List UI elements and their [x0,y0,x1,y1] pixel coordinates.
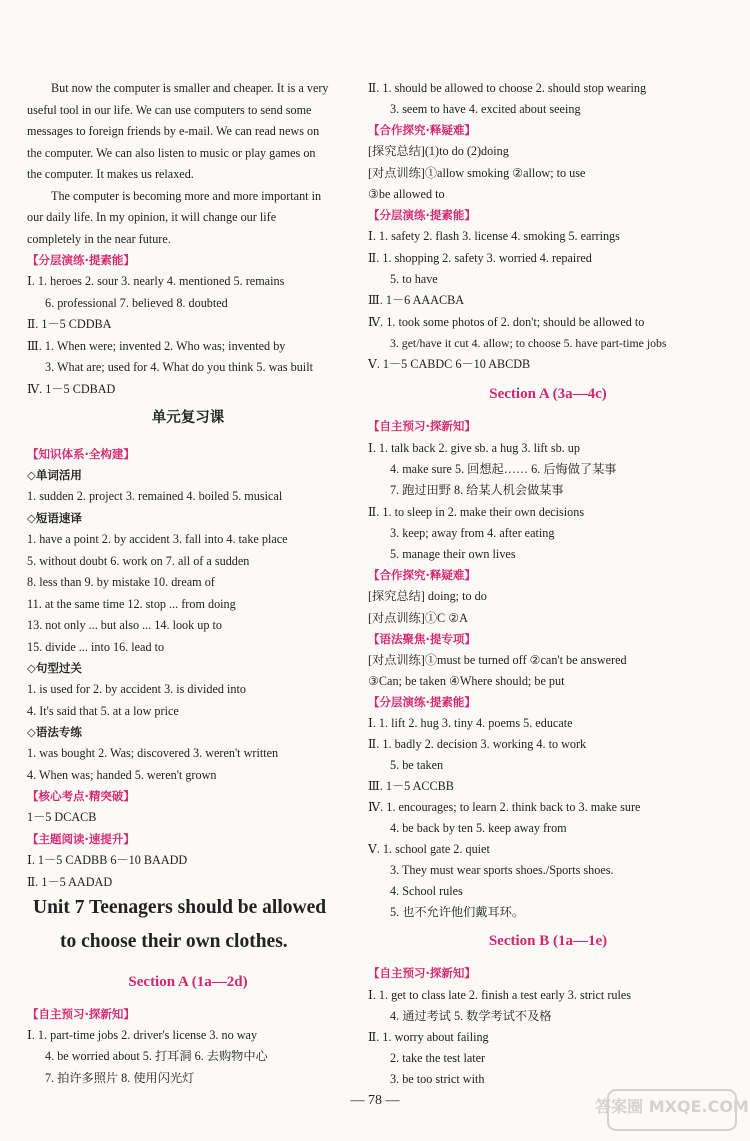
answer-line: [探究总结](1)to do (2)doing [368,144,509,158]
answer-line: 3. What are; used for 4. What do you think 5. was built [45,360,313,374]
answer-line: 5. manage their own lives [390,547,516,561]
answer-line: 1. is used for 2. by accident 3. is divided into [27,682,247,696]
answer-line: 6. professional 7. believed 8. doubted [45,296,228,310]
answer-line: Ⅴ. 1－5 CABDC 6－10 ABCDB [368,357,531,371]
sub-heading: ◇单词活用 [27,468,82,482]
answer-line: Ⅰ. 1. talk back 2. give sb. a hug 3. lift sb. up [368,441,580,455]
answer-line: Ⅱ. 1. to sleep in 2. make their own decisions [368,505,585,519]
section-tag: 【自主预习·探新知】 [368,966,476,980]
answer-line: 4. make sure 5. 回想起…… 6. 后悔做了某事 [390,462,617,476]
answer-line: 4. 通过考试 5. 数学考试不及格 [390,1009,552,1023]
answer-line: 15. divide ... into 16. lead to [27,640,165,654]
watermark-text: 答案圈 MXQE.COM [595,1097,749,1116]
answer-line: 5. without doubt 6. work on 7. all of a sudden [27,554,250,568]
answer-line: 8. less than 9. by mistake 10. dream of [27,575,215,589]
passage-line: The computer is becoming more and more important in [51,189,322,203]
answer-line: Ⅲ. 1－5 ACCBB [368,779,454,793]
section-tag: 【分层演练·提素能】 [27,253,135,267]
answer-line: Ⅰ. 1. get to class late 2. finish a test early 3. strict rules [368,988,632,1002]
section-title: Section A (3a—4c) [489,386,607,402]
answer-line: Ⅰ. 1. part-time jobs 2. driver's license 3. no way [27,1028,258,1042]
passage-line: our daily life. In my opinion, it will change our life [27,210,277,224]
passage-line: completely in the near future. [27,232,171,246]
answer-line: 3. get/have it cut 4. allow; to choose 5. have part-time jobs [390,336,667,350]
answer-line: [对点训练]①allow smoking ②allow; to use [368,166,586,180]
answer-line: 5. 也不允许他们戴耳环。 [390,905,525,919]
answer-line: 4. It's said that 5. at a low price [27,704,179,718]
answer-line: 7. 拍许多照片 8. 使用闪光灯 [45,1071,195,1085]
section-tag: 【语法聚焦·提专项】 [368,632,476,646]
section-tag: 【合作探究·释疑难】 [368,123,476,137]
answer-line: Ⅰ. 1. heroes 2. sour 3. nearly 4. mentioned 5. remains [27,274,285,288]
answer-line: 1－5 DCACB [27,810,97,824]
answer-line: Ⅱ. 1. shopping 2. safety 3. worried 4. repaired [368,251,592,265]
section-tag: 【主题阅读·速提升】 [27,832,135,846]
watermark-logo [595,1086,749,1134]
answer-line: 5. to have [390,272,438,286]
passage-line: But now the computer is smaller and cheaper. It is a very [51,81,329,95]
section-tag: 【自主预习·探新知】 [368,419,476,433]
answer-line: 4. be worried about 5. 打耳洞 6. 去购物中心 [45,1049,268,1063]
section-tag: 【自主预习·探新知】 [27,1007,135,1021]
answer-line: 3. be too strict with [390,1072,485,1086]
answer-line: Ⅰ. 1. lift 2. hug 3. tiny 4. poems 5. educate [368,716,573,730]
answer-line: 4. When was; handed 5. weren't grown [27,768,217,782]
passage-line: messages to foreign friends by e-mail. We can read news on [27,124,320,138]
answer-line: 11. at the same time 12. stop ... from doing [27,597,236,611]
answer-line: Ⅳ. 1. encourages; to learn 2. think back to 3. make sure [368,800,641,814]
sub-heading: ◇语法专练 [27,725,82,739]
answer-line: Ⅲ. 1. When were; invented 2. Who was; invented by [27,339,286,353]
answer-line: Ⅳ. 1. took some photos of 2. don't; should be allowed to [368,315,645,329]
answer-line: [对点训练]①must be turned off ②can't be answered [368,653,627,667]
passage-line: useful tool in our life. We can use computers to send some [27,103,312,117]
unit-title: to choose their own clothes. [60,931,288,952]
section-tag: 【知识体系·全构建】 [27,447,135,461]
answer-line: ③be allowed to [368,187,445,201]
passage-line: the computer. It makes us relaxed. [27,167,194,181]
section-tag: 【合作探究·释疑难】 [368,568,476,582]
answer-line: 1. have a point 2. by accident 3. fall into 4. take place [27,532,288,546]
answer-line: 4. School rules [390,884,463,898]
answer-line: 3. seem to have 4. excited about seeing [390,102,581,116]
section-title: Section B (1a—1e) [488,933,608,949]
unit-title: Unit 7 Teenagers should be allowed [33,897,327,918]
answer-line: Ⅱ. 1. worry about failing [368,1030,489,1044]
page-number: — 78 — [350,1093,400,1108]
answer-line: Ⅰ. 1. safety 2. flash 3. license 4. smoking 5. earrings [368,229,620,243]
sub-heading: ◇短语速译 [27,511,82,525]
section-tag: 【分层演练·提素能】 [368,695,476,709]
answer-line: Ⅳ. 1－5 CDBAD [27,382,116,396]
answer-line: 4. be back by ten 5. keep away from [390,821,567,835]
answer-line: [探究总结] doing; to do [368,589,487,603]
answer-line: 13. not only ... but also ... 14. look up to [27,618,222,632]
review-heading: 单元复习课 [151,410,225,426]
section-title: Section A (1a—2d) [128,974,248,990]
answer-line: Ⅱ. 1－5 CDDBA [27,317,112,331]
answer-line: Ⅲ. 1－6 AAACBA [368,293,465,307]
answer-line: [对点训练]①C ②A [368,611,468,625]
answer-line: 3. keep; away from 4. after eating [390,526,555,540]
answer-line: ③Can; be taken ④Where should; be put [368,674,565,688]
answer-line: 1. was bought 2. Was; discovered 3. weren't written [27,746,279,760]
answer-line: Ⅴ. 1. school gate 2. quiet [368,842,490,856]
answer-line: 5. be taken [390,758,444,772]
answer-line: Ⅱ. 1. badly 2. decision 3. working 4. to work [368,737,587,751]
answer-line: Ⅱ. 1. should be allowed to choose 2. should stop wearing [368,81,647,95]
answer-line: 3. They must wear sports shoes./Sports shoes. [390,863,614,877]
answer-line: Ⅰ. 1－5 CADBB 6－10 BAADD [27,853,188,867]
sub-heading: ◇句型过关 [27,661,82,675]
answer-line: 7. 跑过田野 8. 给某人机会做某事 [390,483,564,497]
answer-line: 2. take the test later [390,1051,486,1065]
passage-line: the computer. We can also listen to music or play games on [27,146,316,160]
answer-line: Ⅱ. 1－5 AADAD [27,875,113,889]
section-tag: 【分层演练·提素能】 [368,208,476,222]
section-tag: 【核心考点·精突破】 [27,789,135,803]
answer-line: 1. sudden 2. project 3. remained 4. boiled 5. musical [27,489,283,503]
